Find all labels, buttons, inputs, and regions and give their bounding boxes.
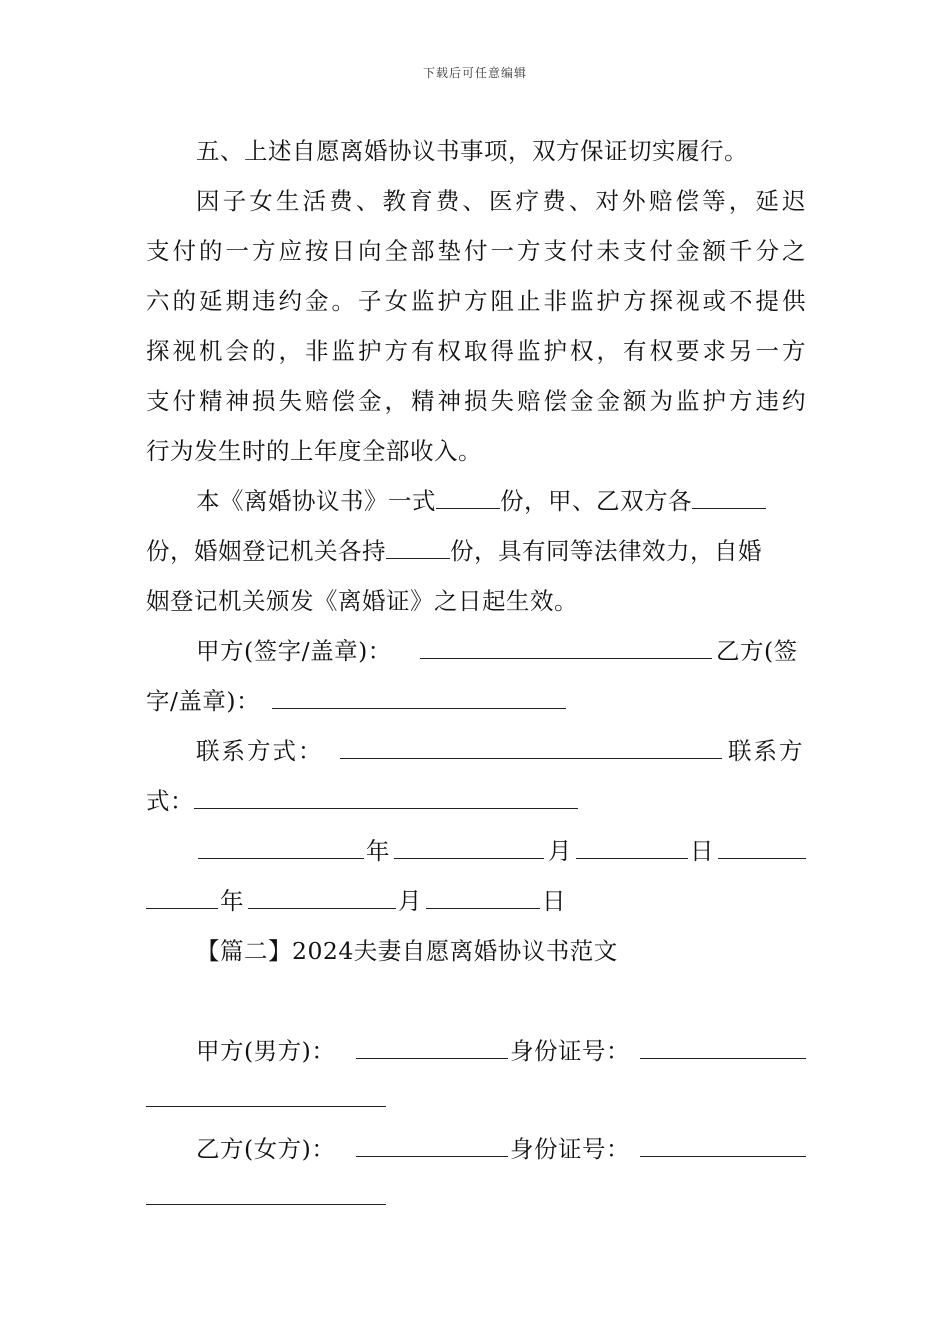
party-b-sign-label-a: 乙方(签 [716, 637, 798, 665]
page-header: 下载后可任意编辑 [422, 66, 527, 80]
party-a-id-field[interactable] [640, 1058, 806, 1059]
party-b-contact-label-a: 联系方 [728, 737, 805, 765]
party-b-id-field[interactable] [640, 1156, 806, 1157]
date-a-month-label: 月 [548, 837, 572, 865]
date-b-year-label: 年 [220, 887, 244, 915]
party-a-sign-label: 甲方(签字/盖章)： [196, 637, 392, 665]
date-b-year-field[interactable] [146, 908, 218, 909]
party-b-contact-field[interactable] [194, 808, 578, 809]
party-a-label: 甲方(男方)： [196, 1037, 336, 1065]
paragraph-line: 支付精神损失赔偿金，精神损失赔偿金金额为监护方违约 [146, 387, 806, 415]
copies-text-d: 份，具有同等法律效力，自婚 [450, 537, 762, 565]
paragraph-line: 因子女生活费、教育费、医疗费、对外赔偿等，延迟 [196, 187, 806, 215]
party-b-sign-label-b: 字/盖章)： [146, 687, 261, 715]
copies-each-party-blank[interactable] [692, 486, 766, 509]
party-b-contact-label-b: 式： [146, 787, 194, 815]
paragraph-line: 行为发生时的上年度全部收入。 [146, 437, 482, 465]
party-a-signature-field[interactable] [420, 658, 712, 659]
copies-text-c: 份，婚姻登记机关各持 [146, 537, 386, 565]
date-a-month-field[interactable] [394, 858, 544, 859]
clause-five: 五、上述自愿离婚协议书事项，双方保证切实履行。 [196, 137, 748, 165]
party-b-label: 乙方(女方)： [196, 1135, 336, 1163]
party-b-id-label: 身份证号： [510, 1135, 630, 1163]
date-a-year-label: 年 [366, 837, 390, 865]
copies-line-3: 姻登记机关颁发《离婚证》之日起生效。 [146, 587, 578, 615]
date-b-day-field[interactable] [426, 908, 540, 909]
paragraph-line: 六的延期违约金。子女监护方阻止非监护方探视或不提供 [146, 287, 806, 315]
date-a-day-label: 日 [690, 837, 714, 865]
date-b-year-field-start[interactable] [718, 858, 806, 859]
section-title: 【篇二】2024夫妻自愿离婚协议书范文 [196, 937, 618, 965]
copies-text-a: 本《离婚协议书》一式 [196, 487, 436, 515]
party-a-id-line [196, 1034, 806, 1068]
party-a-contact-label: 联系方式： [196, 737, 324, 765]
copies-registry-blank[interactable] [386, 536, 450, 559]
party-b-id-line [196, 1132, 806, 1166]
party-a-contact-field[interactable] [340, 758, 722, 759]
party-b-name-field[interactable] [356, 1156, 508, 1157]
party-b-id-field-continued[interactable] [146, 1204, 386, 1205]
paragraph-line: 探视机会的，非监护方有权取得监护权，有权要求另一方 [146, 337, 806, 365]
paragraph-line: 支付的一方应按日向全部垫付一方支付未支付金额千分之 [146, 237, 806, 265]
party-b-signature-field[interactable] [272, 708, 566, 709]
copies-line-2 [146, 534, 806, 568]
date-a-year-field[interactable] [198, 858, 364, 859]
party-a-name-field[interactable] [356, 1058, 508, 1059]
copies-total-blank[interactable] [436, 486, 500, 509]
date-b-month-field[interactable] [248, 908, 396, 909]
party-a-id-field-continued[interactable] [146, 1106, 386, 1107]
copies-line-1 [196, 484, 806, 518]
party-a-signature-line [196, 634, 806, 668]
date-a-day-field[interactable] [576, 858, 688, 859]
copies-text-b: 份，甲、乙双方各 [500, 487, 692, 515]
date-b-month-label: 月 [398, 887, 422, 915]
party-a-id-label: 身份证号： [510, 1037, 630, 1065]
date-b-day-label: 日 [542, 887, 566, 915]
